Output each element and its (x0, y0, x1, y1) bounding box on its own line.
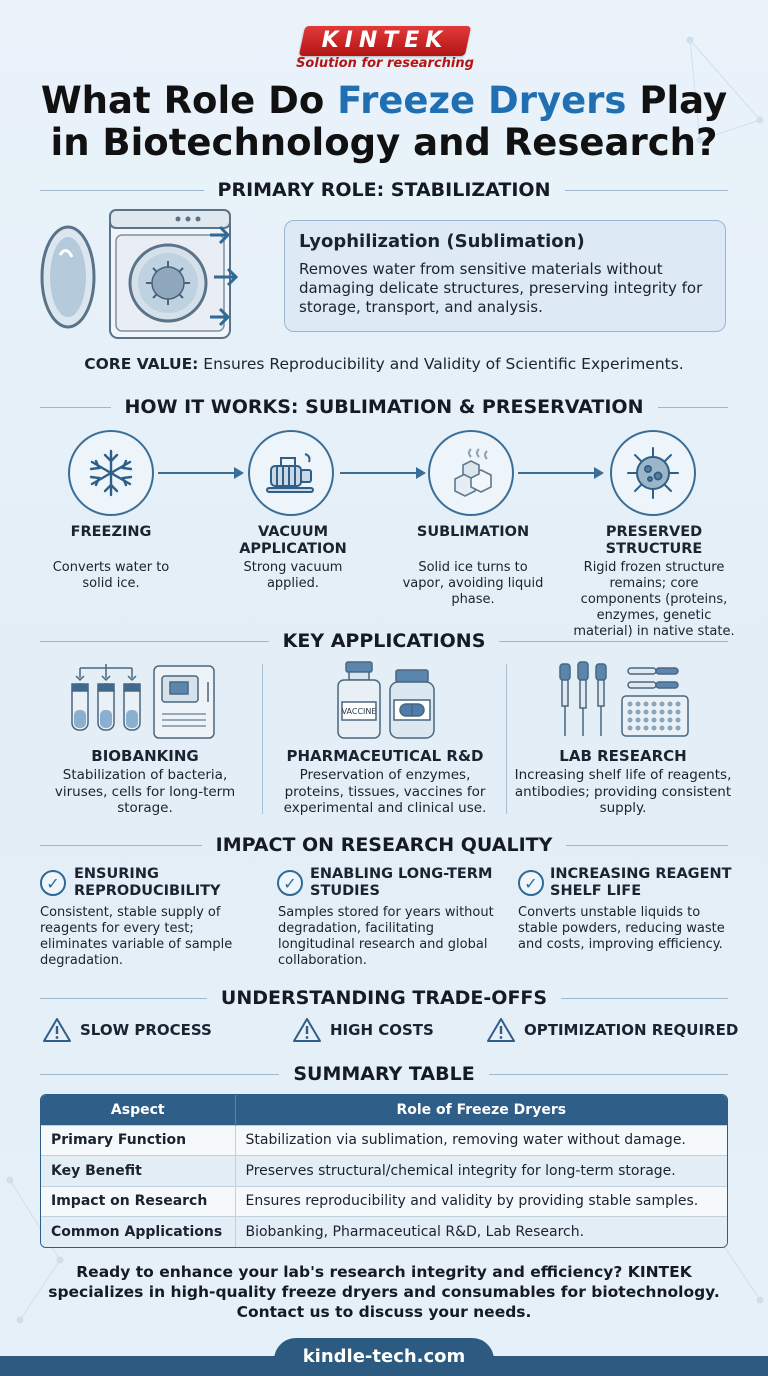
impact-title: ENABLING LONG-TERM STUDIES (310, 866, 493, 899)
step-description: Converts water to solid ice. (52, 560, 170, 591)
vacuum-pump-icon (248, 430, 334, 516)
warning-icon (42, 1017, 72, 1043)
table-cell-aspect: Key Benefit (41, 1156, 235, 1187)
table-header: Aspect (41, 1095, 235, 1125)
title-part-2: Play in Biotechnology and Research? (50, 79, 728, 164)
step-title: FREEZING (70, 524, 152, 540)
tradeoff-label: HIGH COSTS (330, 1021, 434, 1039)
application-description: Stabilization of bacteria, viruses, cells for long-term storage. (54, 767, 236, 816)
vaccine-vials-icon (332, 660, 442, 742)
pipettes-plate-icon (556, 660, 690, 742)
step-description: Rigid frozen structure remains; core components (proteins, enzymes, genetic material) in native state. (573, 560, 735, 639)
section-title: IMPACT ON RESEARCH QUALITY (215, 834, 553, 856)
test-tubes-freezer-icon (66, 662, 216, 740)
flow-arrow (340, 472, 418, 474)
title-part-1: What Role Do (40, 79, 338, 122)
section-title: HOW IT WORKS: SUBLIMATION & PRESERVATION (124, 396, 644, 418)
application-description: Preservation of enzymes, proteins, tissues, vaccines for experimental and clinical use. (283, 767, 487, 816)
warning-icon (292, 1017, 322, 1043)
table-cell-role: Biobanking, Pharmaceutical R&D, Lab Research. (235, 1217, 727, 1248)
check-icon: ✓ (40, 870, 66, 896)
table-row (41, 1217, 727, 1248)
core-value (20, 355, 748, 373)
flow-arrow (518, 472, 596, 474)
section-heading-impact (40, 833, 728, 857)
column-divider (506, 664, 507, 814)
section-heading-primary (40, 178, 728, 202)
check-icon: ✓ (277, 870, 303, 896)
snowflake-icon (68, 430, 154, 516)
step-title: SUBLIMATION (416, 524, 530, 540)
table-cell-aspect: Common Applications (41, 1217, 235, 1248)
table-cell-aspect: Impact on Research (41, 1186, 235, 1217)
title-highlight: Freeze Dryers (337, 79, 627, 122)
lyophilization-description: Removes water from sensitive materials without damaging delicate structures, preserving integrity for storage, transport, and analysis. (299, 260, 703, 316)
step-title: VACUUM APPLICATION (239, 524, 347, 557)
section-heading-how (40, 395, 728, 419)
impact-description: Samples stored for years without degradation, facilitating longitudinal research and global collaboration. (278, 905, 494, 968)
application-title: BIOBANKING (91, 747, 199, 765)
flow-arrow-head (594, 467, 604, 479)
lyophilization-title: Lyophilization (Sublimation) (299, 231, 585, 252)
ice-vapor-icon (428, 430, 514, 516)
table-cell-role: Ensures reproducibility and validity by providing stable samples. (235, 1186, 727, 1217)
section-heading-summary (40, 1062, 728, 1086)
tradeoff-item (486, 1017, 738, 1043)
core-value-text: Ensures Reproducibility and Validity of Scientific Experiments. (198, 355, 684, 373)
impact-title: INCREASING REAGENT SHELF LIFE (550, 866, 732, 899)
section-title: SUMMARY TABLE (293, 1063, 475, 1085)
table-header: Role of Freeze Dryers (235, 1095, 727, 1125)
step-description: Solid ice turns to vapor, avoiding liquid phase. (402, 560, 544, 607)
warning-icon (486, 1017, 516, 1043)
brand-tagline: Solution for researching (296, 56, 474, 71)
section-title: UNDERSTANDING TRADE-OFFS (220, 987, 548, 1009)
section-heading-applications (40, 629, 728, 653)
table-row (41, 1186, 727, 1217)
application-title: PHARMACEUTICAL R&D (286, 747, 484, 765)
table-cell-role: Stabilization via sublimation, removing water without damage. (235, 1125, 727, 1156)
core-value-label: CORE VALUE: (84, 355, 199, 373)
flow-arrow-head (416, 467, 426, 479)
table-cell-role: Preserves structural/chemical integrity for long-term storage. (235, 1156, 727, 1187)
application-title: LAB RESEARCH (559, 747, 687, 765)
check-icon: ✓ (518, 870, 544, 896)
table-row (41, 1125, 727, 1156)
table-row (41, 1156, 727, 1187)
application-description: Increasing shelf life of reagents, antibodies; providing consistent supply. (514, 767, 732, 816)
page-title (20, 80, 748, 164)
freeze-dryer-icon (38, 205, 248, 345)
brand-logo: KINTEK (321, 28, 449, 53)
tradeoff-label: OPTIMIZATION REQUIRED (524, 1021, 739, 1039)
tradeoff-label: SLOW PROCESS (80, 1021, 212, 1039)
tradeoff-item (292, 1017, 434, 1043)
impact-description: Consistent, stable supply of reagents for every test; eliminates variable of sample degradation. (40, 905, 233, 968)
section-title: PRIMARY ROLE: STABILIZATION (217, 179, 551, 201)
vaccine-vial-label: VACCINE (341, 707, 377, 716)
impact-title: ENSURING REPRODUCIBILITY (74, 866, 221, 899)
tradeoff-item (42, 1017, 212, 1043)
table-cell-aspect: Primary Function (41, 1125, 235, 1156)
call-to-action: Ready to enhance your lab's research integrity and efficiency? KINTEK specializes in high-quality freeze dryers and consumables for biotechnology. Contact us to discuss your needs. (48, 1263, 720, 1321)
step-description: Strong vacuum applied. (243, 560, 343, 591)
lyophilization-box (284, 220, 726, 332)
summary-table (40, 1094, 728, 1248)
flow-arrow-head (234, 467, 244, 479)
section-title: KEY APPLICATIONS (282, 630, 486, 652)
column-divider (262, 664, 263, 814)
footer-website-link[interactable]: kindle-tech.com (302, 1346, 466, 1367)
flow-arrow (158, 472, 236, 474)
impact-description: Converts unstable liquids to stable powders, reducing waste and costs, improving efficiency. (518, 905, 725, 952)
virus-icon (610, 430, 696, 516)
step-title: PRESERVED STRUCTURE (605, 524, 703, 557)
section-heading-tradeoffs (40, 986, 728, 1010)
